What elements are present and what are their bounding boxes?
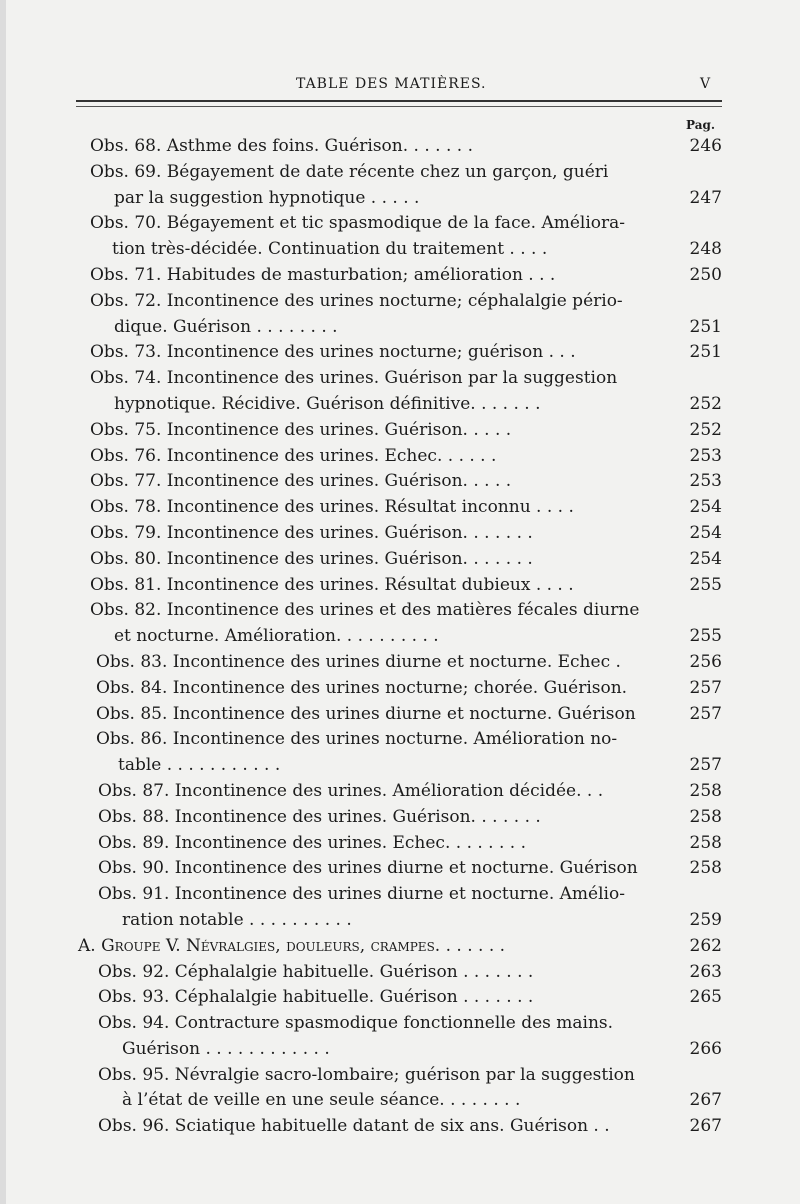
toc-entry-title: tion très-décidée. Continuation du traitement . . . .: [112, 239, 548, 260]
toc-entry-title: ration notable . . . . . . . . . .: [122, 909, 352, 930]
toc-entry: [6, 444, 800, 470]
toc-entry: [6, 727, 800, 753]
toc-entry-page: 255: [689, 574, 722, 595]
toc-entry-title: Obs. 83. Incontinence des urines diurne et nocturne. Echec .: [96, 651, 621, 672]
toc-entry-title: Obs. 78. Incontinence des urines. Résultat inconnu . . . .: [90, 497, 574, 518]
toc-entry-page: 253: [689, 445, 722, 466]
toc-entry: [6, 392, 800, 418]
toc-entry-title: Obs. 74. Incontinence des urines. Guérison par la suggestion: [90, 368, 618, 389]
toc-entry-page: 246: [689, 136, 722, 156]
toc-entry: [6, 340, 800, 366]
toc-entry-title: Obs. 88. Incontinence des urines. Guérison. . . . . . .: [98, 806, 541, 827]
toc-entry-page: 257: [689, 703, 722, 724]
toc-entry-page: 258: [689, 858, 722, 879]
toc-entry: [6, 418, 800, 444]
toc-entry-page: 254: [689, 522, 722, 543]
toc-entry: [6, 650, 800, 676]
toc-entry: [6, 469, 800, 495]
toc-entry-title: Obs. 68. Asthme des foins. Guérison. . . . . . .: [90, 136, 473, 156]
toc-entry-title: Obs. 94. Contracture spasmodique fonctionnelle des mains.: [98, 1013, 614, 1034]
toc-entry-title: A. Groupe V. Névralgies, douleurs, crampes. . . . . . .: [78, 935, 506, 956]
toc-entry: [6, 315, 800, 341]
header-rule: [76, 100, 722, 107]
toc-entry: [6, 856, 800, 882]
toc-entry: [6, 211, 800, 237]
toc-entry: [6, 237, 800, 263]
toc-entry-title: Obs. 69. Bégayement de date récente chez un garçon, guéri: [90, 161, 609, 182]
book-page: [6, 0, 800, 1204]
toc-entry: [6, 624, 800, 650]
toc-entry: [6, 676, 800, 702]
page-column-label: Pag.: [686, 118, 716, 132]
toc-entry-title: dique. Guérison . . . . . . . .: [114, 316, 338, 337]
toc-entry: [6, 1114, 800, 1140]
toc-entry: [6, 289, 800, 315]
toc-entry-page: 258: [689, 780, 722, 801]
toc-entry-title: par la suggestion hypnotique . . . . .: [114, 187, 420, 208]
header-title: TABLE DES MATIÈRES.: [296, 76, 487, 92]
toc-entry-page: 252: [689, 419, 722, 440]
toc-entry-page: 265: [689, 987, 722, 1008]
toc-entry-title: hypnotique. Récidive. Guérison définitive. . . . . . .: [114, 393, 541, 414]
toc-entry-page: 263: [689, 961, 722, 982]
toc-entry-page: 259: [689, 909, 722, 930]
toc-entry-title: Obs. 90. Incontinence des urines diurne et nocturne. Guérison: [98, 858, 638, 879]
toc-entry-title: et nocturne. Amélioration. . . . . . . . . .: [114, 626, 439, 647]
toc-entry-title: Obs. 95. Névralgie sacro-lombaire; guérison par la suggestion: [98, 1064, 635, 1085]
toc-entry-title: Obs. 73. Incontinence des urines nocturne; guérison . . .: [90, 342, 576, 363]
toc-entry: [6, 160, 800, 186]
toc-entry-title: Obs. 77. Incontinence des urines. Guérison. . . . .: [90, 471, 512, 492]
toc-entry-title: à l’état de veille en une seule séance. . . . . . . .: [122, 1090, 521, 1111]
toc-entry-page: 254: [689, 548, 722, 569]
toc-entry: [6, 495, 800, 521]
toc-entry-title: Guérison . . . . . . . . . . . .: [122, 1038, 330, 1059]
toc-entry-page: 251: [689, 316, 722, 337]
toc-entry-page: 258: [689, 806, 722, 827]
toc-entry: [6, 779, 800, 805]
toc-entry-title: Obs. 92. Céphalalgie habituelle. Guérison . . . . . . .: [98, 961, 534, 982]
toc-entry-title: Obs. 89. Incontinence des urines. Echec. . . . . . . .: [98, 832, 527, 853]
toc-entry-page: 258: [689, 832, 722, 853]
toc-entry: [6, 985, 800, 1011]
toc-entry: [6, 1063, 800, 1089]
toc-entry-title: Obs. 81. Incontinence des urines. Résultat dubieux . . . .: [90, 574, 574, 595]
header-page-number: V: [700, 76, 711, 92]
table-of-contents: [6, 134, 800, 1140]
toc-entry-page: 250: [689, 264, 722, 285]
toc-entry: [6, 1088, 800, 1114]
toc-entry-page: 257: [689, 677, 722, 698]
toc-entry-page: 253: [689, 471, 722, 492]
toc-entry-title: Obs. 91. Incontinence des urines diurne et nocturne. Amélio-: [98, 884, 625, 905]
toc-entry-page: 248: [689, 239, 722, 260]
toc-entry-page: 252: [689, 393, 722, 414]
toc-entry: [6, 908, 800, 934]
toc-entry-page: 266: [689, 1038, 722, 1059]
running-header: [6, 76, 800, 98]
toc-entry-page: 267: [689, 1090, 722, 1111]
toc-entry-title: Obs. 85. Incontinence des urines diurne et nocturne. Guérison: [96, 703, 636, 724]
toc-entry-title: Obs. 86. Incontinence des urines nocturne. Amélioration no-: [96, 729, 618, 750]
toc-entry: [6, 934, 800, 960]
toc-entry-title: Obs. 82. Incontinence des urines et des matières fécales diurne: [90, 600, 640, 621]
toc-entry: [6, 598, 800, 624]
toc-entry-title: Obs. 79. Incontinence des urines. Guérison. . . . . . .: [90, 522, 533, 543]
toc-entry-page: 254: [689, 497, 722, 518]
toc-entry: [6, 1011, 800, 1037]
toc-entry-page: 257: [689, 755, 722, 776]
toc-entry-page: 255: [689, 626, 722, 647]
toc-entry-title: Obs. 80. Incontinence des urines. Guérison. . . . . . .: [90, 548, 533, 569]
toc-entry-title: Obs. 71. Habitudes de masturbation; amélioration . . .: [90, 264, 556, 285]
toc-entry-title: Obs. 70. Bégayement et tic spasmodique de la face. Améliora-: [90, 213, 626, 234]
toc-entry: [6, 573, 800, 599]
toc-entry: [6, 186, 800, 212]
toc-entry-title: Obs. 76. Incontinence des urines. Echec. . . . . .: [90, 445, 497, 466]
toc-entry-title: table . . . . . . . . . . .: [118, 755, 281, 776]
toc-entry: [6, 134, 800, 160]
toc-entry: [6, 263, 800, 289]
toc-entry-page: 262: [689, 935, 722, 956]
toc-entry: [6, 805, 800, 831]
toc-entry: [6, 366, 800, 392]
toc-entry: [6, 753, 800, 779]
toc-entry-page: 256: [689, 651, 722, 672]
toc-entry-page: 251: [689, 342, 722, 363]
toc-entry-title: Obs. 93. Céphalalgie habituelle. Guérison . . . . . . .: [98, 987, 534, 1008]
toc-entry-page: 267: [689, 1116, 722, 1137]
toc-entry: [6, 960, 800, 986]
toc-entry: [6, 547, 800, 573]
toc-entry: [6, 831, 800, 857]
toc-entry: [6, 1037, 800, 1063]
toc-entry-title: Obs. 87. Incontinence des urines. Amélioration décidée. . .: [98, 780, 604, 801]
toc-entry: [6, 882, 800, 908]
toc-entry-title: Obs. 75. Incontinence des urines. Guérison. . . . .: [90, 419, 512, 440]
toc-entry-title: Obs. 96. Sciatique habituelle datant de six ans. Guérison . .: [98, 1116, 610, 1137]
toc-entry-page: 247: [689, 187, 722, 208]
toc-entry-title: Obs. 72. Incontinence des urines nocturne; céphalalgie pério-: [90, 290, 623, 311]
toc-entry: [6, 521, 800, 547]
toc-entry-title: Obs. 84. Incontinence des urines nocturne; chorée. Guérison.: [96, 677, 628, 698]
toc-entry: [6, 702, 800, 728]
